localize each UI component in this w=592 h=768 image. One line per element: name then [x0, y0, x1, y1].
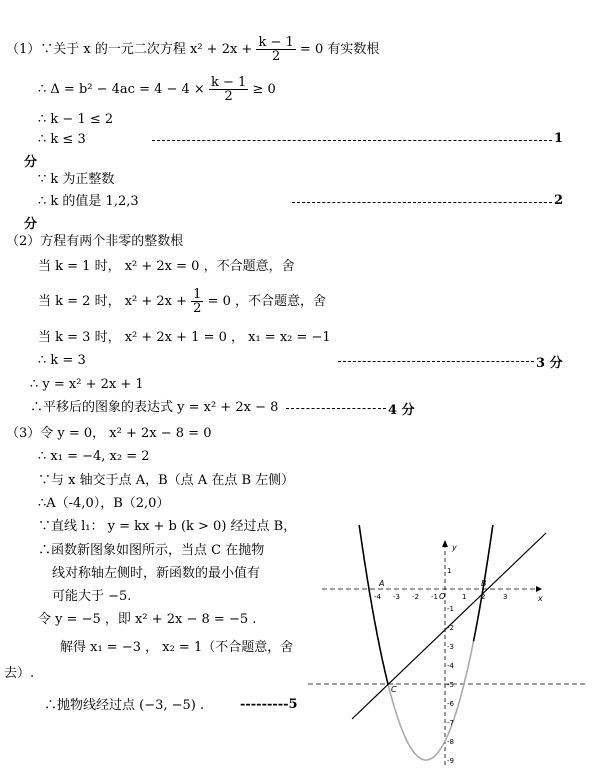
- point-b-label: B: [481, 579, 487, 588]
- part1-line5: ∵ k 为正整数: [38, 172, 115, 187]
- y-tick-label: -3: [447, 643, 454, 651]
- part3-line7: 线对称轴左侧时，新函数的最小值有: [52, 566, 261, 581]
- x-axis-arrow: [536, 586, 542, 592]
- score-dashes-2: [292, 202, 552, 204]
- score-dashes-4: [286, 408, 386, 410]
- part3-line11: 去）.: [4, 666, 35, 681]
- part2-line6: ∴ y = x² + 2x + 1: [30, 377, 144, 392]
- y-tick-label: 1: [447, 567, 452, 575]
- frac-denominator: 2: [193, 301, 202, 316]
- part3-line5: ∵直线 l₁： y = kx + b (k > 0) 经过点 B，: [38, 519, 297, 534]
- part1-line1-fraction: [256, 36, 295, 63]
- y-tick-label: -6: [447, 700, 454, 708]
- part1-line2-post: ≥ 0: [252, 82, 276, 97]
- x-tick-label: 1: [462, 593, 467, 601]
- part1-line6: ∴ k 的值是 1,2,3: [38, 194, 139, 209]
- point-c-label: C: [391, 685, 397, 694]
- x-tick-label: -4: [374, 593, 381, 601]
- y-tick-label: -7: [447, 719, 454, 727]
- x-axis-label: x: [538, 594, 543, 603]
- part1-line1: [6, 36, 379, 63]
- y-axis-arrow: [442, 540, 448, 547]
- score-1: 1: [554, 131, 564, 146]
- part3-line8: 可能大于 −5.: [52, 589, 132, 604]
- part2-line3-fraction: [191, 288, 203, 315]
- part1-line2-fraction: [209, 76, 248, 103]
- score-dashes-3: [338, 361, 534, 363]
- score-2: 2: [554, 193, 564, 208]
- part1-line1-post: = 0 有实数根: [299, 42, 380, 57]
- score-dashes-1: [152, 140, 552, 142]
- frac-denominator: 2: [271, 49, 281, 64]
- parabola-visible-part: [357, 525, 495, 684]
- score-4: 4 分: [388, 403, 415, 418]
- point-a-label: A: [379, 579, 385, 588]
- part1-line2: [38, 76, 276, 103]
- parabola-hidden-part: [388, 641, 474, 760]
- x-tick-label: -3: [393, 593, 400, 601]
- part3-line12: ∴抛物线经过点 (−3, −5) .: [44, 698, 205, 713]
- part2-line3-post: = 0 ，不合题意，舍: [207, 294, 327, 309]
- frac-denominator: 2: [224, 89, 233, 104]
- y-tick-label: -9: [447, 757, 454, 765]
- score-2-unit: 分: [24, 217, 38, 232]
- part2-line7: ∴平移后的图象的表达式 y = x² + 2x − 8: [30, 400, 279, 415]
- y-axis-label: y: [452, 543, 457, 552]
- origin-label: O: [439, 592, 446, 601]
- frac-numerator: k − 1: [258, 35, 294, 50]
- part2-line2: 当 k = 1 时， x² + 2x = 0 ，不合题意，舍: [38, 259, 295, 274]
- part1-line2-pre: ∴ Δ = b² − 4ac = 4 − 4 ×: [38, 82, 205, 97]
- x-tick-label: -2: [412, 593, 419, 601]
- part2-line5: ∴ k = 3: [38, 353, 86, 368]
- part2-line3: [38, 288, 326, 315]
- y-tick-label: -4: [447, 662, 454, 670]
- y-tick-label: -5: [447, 681, 454, 689]
- part2-line3-pre: 当 k = 2 时， x² + 2x +: [38, 294, 188, 309]
- part3-line3: ∵与 x 轴交于点 A，B（点 A 在点 B 左侧）: [38, 473, 295, 488]
- part2-line1: （2）方程有两个非零的整数根: [6, 234, 184, 249]
- part3-line9: 令 y = −5 ，即 x² + 2x − 8 = −5 .: [38, 612, 257, 627]
- y-tick-label: -1: [447, 605, 454, 613]
- part3-line4: ∴A（-4,0），B（2,0）: [38, 496, 170, 511]
- part3-line2: ∴ x₁ = −4, x₂ = 2: [38, 449, 150, 464]
- part1-line1-pre: （1）∵关于 x 的一元二次方程 x² + 2x +: [6, 42, 253, 57]
- x-tick-label: 3: [503, 593, 508, 601]
- y-tick-label: -2: [447, 624, 454, 632]
- parabola-graph: [300, 525, 592, 768]
- frac-numerator: k − 1: [210, 75, 247, 90]
- part3-line6: ∴函数新图象如图所示，当点 C 在抛物: [38, 543, 265, 558]
- x-tick-label: 2: [481, 593, 486, 601]
- frac-numerator: 1: [193, 287, 202, 302]
- x-tick-label: -1: [431, 593, 438, 601]
- part1-line4: ∴ k ≤ 3: [38, 132, 86, 147]
- score-1-unit: 分: [24, 155, 38, 170]
- part1-line3: ∴ k − 1 ≤ 2: [38, 112, 114, 127]
- score-3: 3 分: [536, 356, 563, 371]
- y-tick-label: -8: [447, 738, 454, 746]
- part3-line1: （3）令 y = 0， x² + 2x − 8 = 0: [6, 426, 212, 441]
- part3-line10: 解得 x₁ = −3 ， x₂ = 1（不合题意，舍: [60, 640, 294, 655]
- score-5: ---------5: [240, 697, 298, 712]
- part2-line4: 当 k = 3 时， x² + 2x + 1 = 0 ， x₁ = x₂ = −1: [38, 330, 331, 345]
